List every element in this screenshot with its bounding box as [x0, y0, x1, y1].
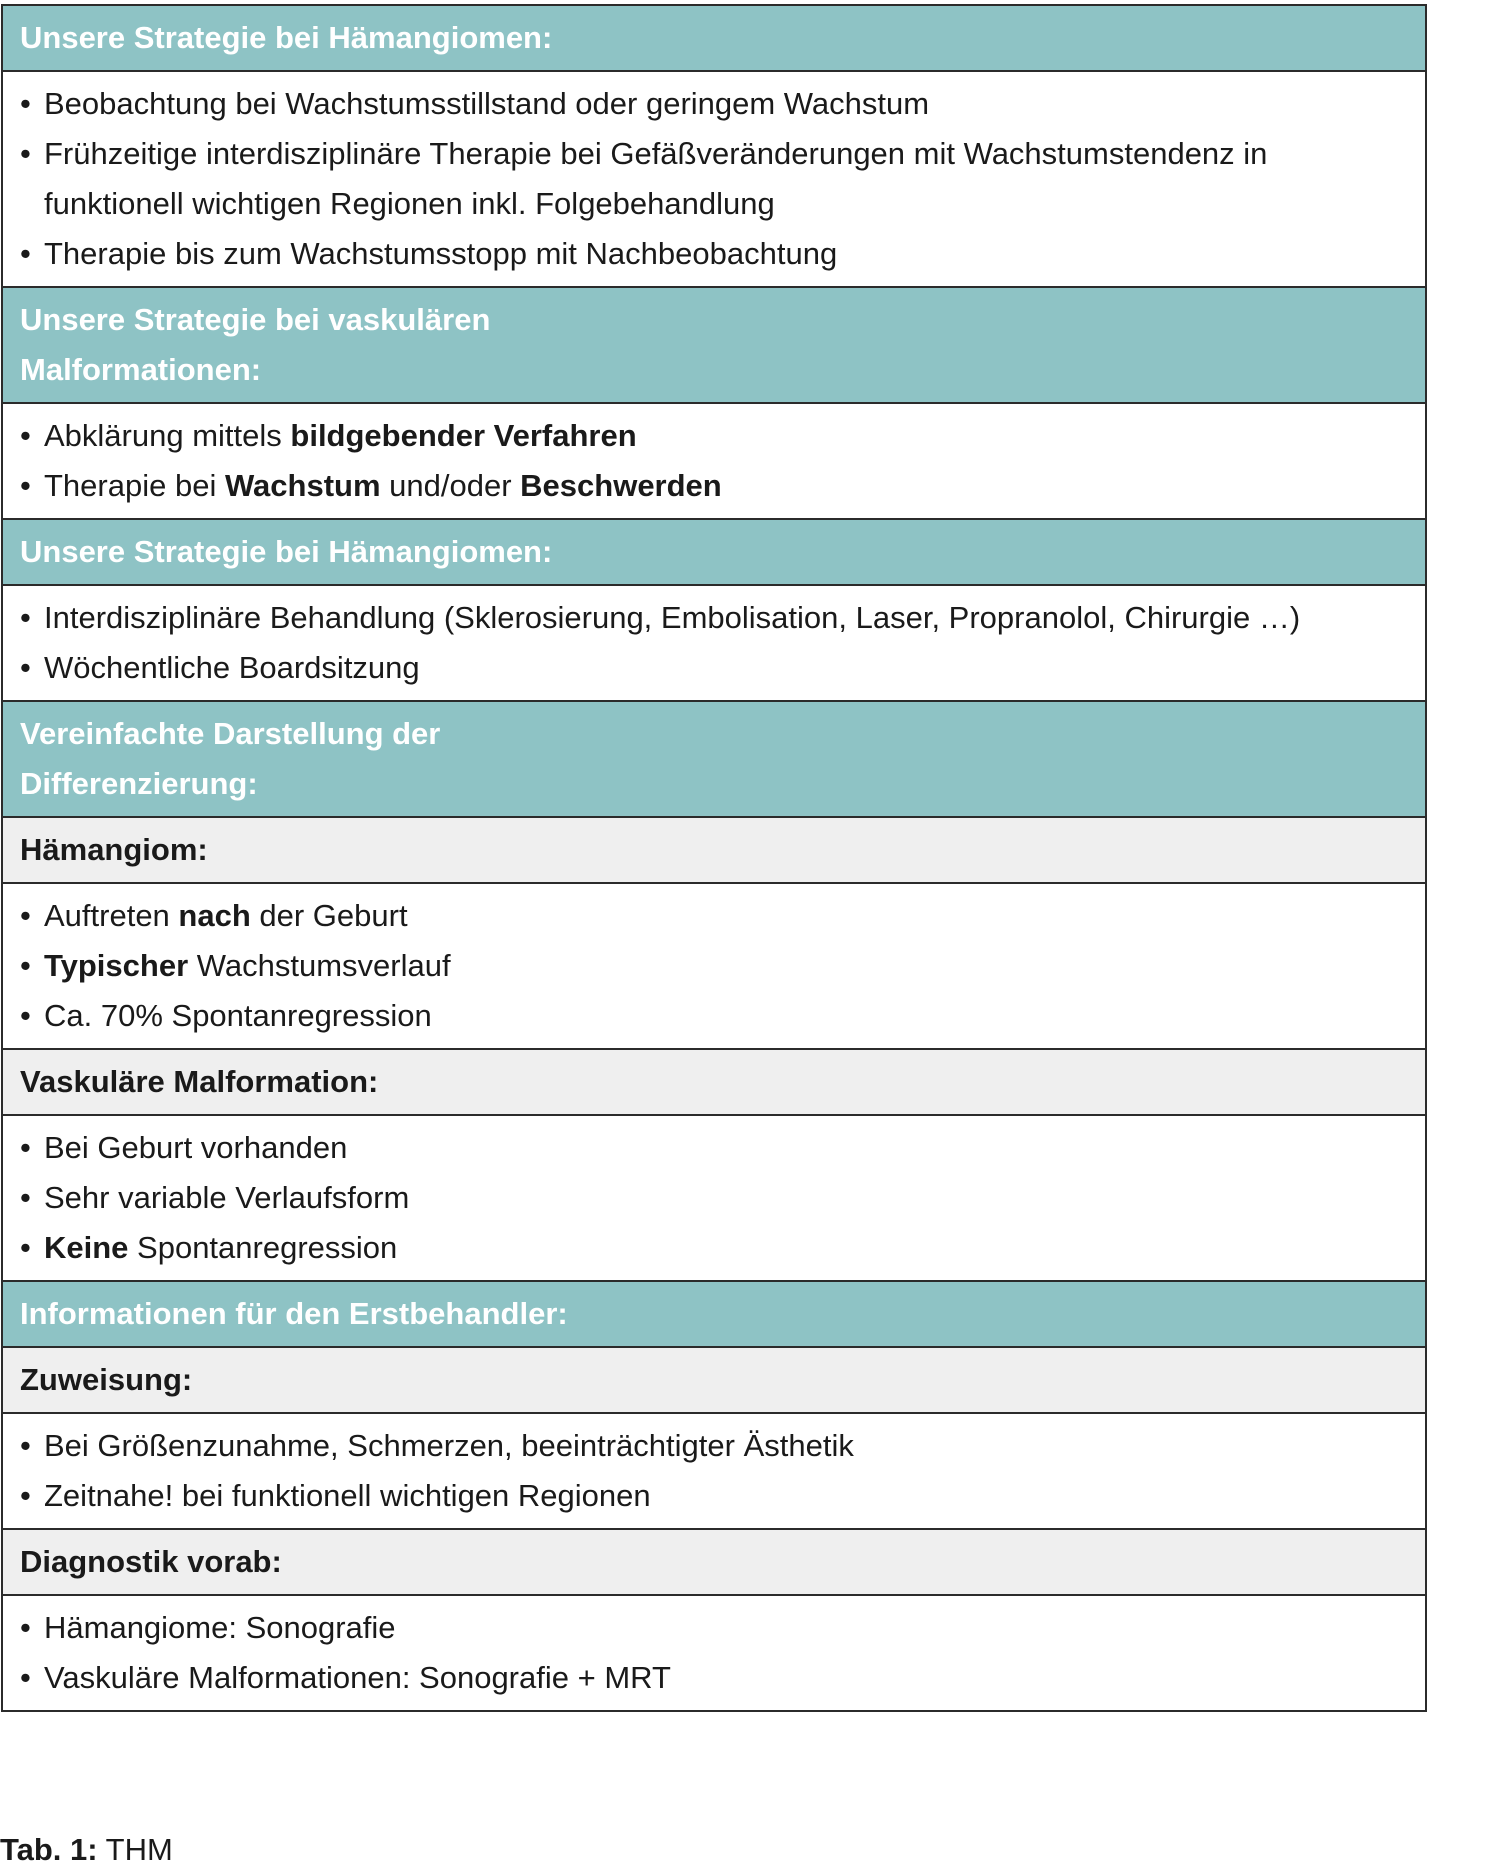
- bullet-list: [20, 1123, 1405, 1273]
- list-item: • Vaskuläre Malformationen: Sonografie + MRT: [20, 1653, 1405, 1703]
- section-header-haemangiome-strategy: [3, 6, 1425, 70]
- list-item: • Interdisziplinäre Behandlung (Sklerosierung, Embolisation, Laser, Propranolol, Chirurgie …): [20, 593, 1405, 643]
- bullet-icon: •: [20, 1610, 31, 1645]
- subheader-text: Hämangiom:: [20, 832, 208, 867]
- subheader-vascular-malformation: [3, 1048, 1425, 1114]
- list-item: • Sehr variable Verlaufsform: [20, 1173, 1405, 1223]
- bullet-list: [20, 1421, 1405, 1521]
- bullet-icon: •: [20, 86, 31, 121]
- bullet-list: [20, 891, 1405, 1041]
- bullet-list: [20, 411, 1405, 511]
- list-item: • Typischer Wachstumsverlauf: [20, 941, 1405, 991]
- bullet-icon: •: [20, 418, 31, 453]
- list-item: • Abklärung mittels bildgebender Verfahren: [20, 411, 1405, 461]
- section-header-haemangiome-strategy-2: [3, 518, 1425, 584]
- bullet-icon: •: [20, 650, 31, 685]
- subsection-body-referral: [3, 1412, 1425, 1528]
- section-header-text: Unsere Strategie bei Hämangiomen:: [20, 20, 553, 55]
- subheader-haemangiom: [3, 816, 1425, 882]
- strategy-table: [1, 4, 1427, 1712]
- list-item: • Therapie bei Wachstum und/oder Beschwerden: [20, 461, 1405, 511]
- section-body-malformation-strategy: [3, 402, 1425, 518]
- section-header-differentiation: [3, 700, 1425, 816]
- bullet-icon: •: [20, 1660, 31, 1695]
- subheader-text: Vaskuläre Malformation:: [20, 1064, 379, 1099]
- list-item: • Hämangiome: Sonografie: [20, 1603, 1405, 1653]
- list-item: • Bei Größenzunahme, Schmerzen, beeinträchtigter Ästhetik: [20, 1421, 1405, 1471]
- section-body-treatment: [3, 584, 1425, 700]
- bullet-icon: •: [20, 948, 31, 983]
- bullet-list: [20, 79, 1405, 279]
- bullet-icon: •: [20, 1230, 31, 1265]
- bullet-icon: •: [20, 1180, 31, 1215]
- subsection-body-haemangiom: [3, 882, 1425, 1048]
- bullet-icon: •: [20, 1428, 31, 1463]
- bullet-icon: •: [20, 236, 31, 271]
- bullet-list: [20, 593, 1405, 693]
- bullet-icon: •: [20, 898, 31, 933]
- bullet-icon: •: [20, 998, 31, 1033]
- bullet-list: [20, 1603, 1405, 1703]
- subheader-diagnostics: [3, 1528, 1425, 1594]
- list-item: • Beobachtung bei Wachstumsstillstand oder geringem Wachstum: [20, 79, 1405, 129]
- subheader-referral: [3, 1346, 1425, 1412]
- list-item: • Ca. 70% Spontanregression: [20, 991, 1405, 1041]
- list-item: • Auftreten nach der Geburt: [20, 891, 1405, 941]
- bullet-icon: •: [20, 600, 31, 635]
- list-item: • Therapie bis zum Wachstumsstopp mit Nachbeobachtung: [20, 229, 1405, 279]
- section-header-text: Unsere Strategie bei Hämangiomen:: [20, 534, 553, 569]
- section-header-malformation-strategy: [3, 286, 1425, 402]
- section-header-text: Vereinfachte Darstellung der: [20, 716, 441, 751]
- list-item: • Zeitnahe! bei funktionell wichtigen Regionen: [20, 1471, 1405, 1521]
- bullet-icon: •: [20, 136, 31, 171]
- list-item: • Bei Geburt vorhanden: [20, 1123, 1405, 1173]
- subheader-text: Diagnostik vorab:: [20, 1544, 282, 1579]
- bullet-icon: •: [20, 468, 31, 503]
- section-header-first-treater-info: [3, 1280, 1425, 1346]
- section-header-text: Informationen für den Erstbehandler:: [20, 1296, 568, 1331]
- list-item: • Frühzeitige interdisziplinäre Therapie bei Gefäßveränderungen mit Wachstumstendenz in funktionell wichtigen Regionen inkl. Folgebehandlung: [20, 129, 1405, 229]
- bullet-icon: •: [20, 1130, 31, 1165]
- section-header-text: Malformationen:: [20, 352, 262, 387]
- table-caption: [0, 1830, 173, 1870]
- list-item: • Wöchentliche Boardsitzung: [20, 643, 1405, 693]
- section-body-haemangiome-strategy: [3, 70, 1425, 286]
- section-header-text: Differenzierung:: [20, 766, 258, 801]
- subsection-body-vascular-malformation: [3, 1114, 1425, 1280]
- section-header-text: Unsere Strategie bei vaskulären: [20, 302, 491, 337]
- caption-text: THM: [97, 1832, 173, 1867]
- bullet-icon: •: [20, 1478, 31, 1513]
- subsection-body-diagnostics: [3, 1594, 1425, 1710]
- caption-label: Tab. 1:: [0, 1832, 98, 1867]
- subheader-text: Zuweisung:: [20, 1362, 193, 1397]
- list-item: • Keine Spontanregression: [20, 1223, 1405, 1273]
